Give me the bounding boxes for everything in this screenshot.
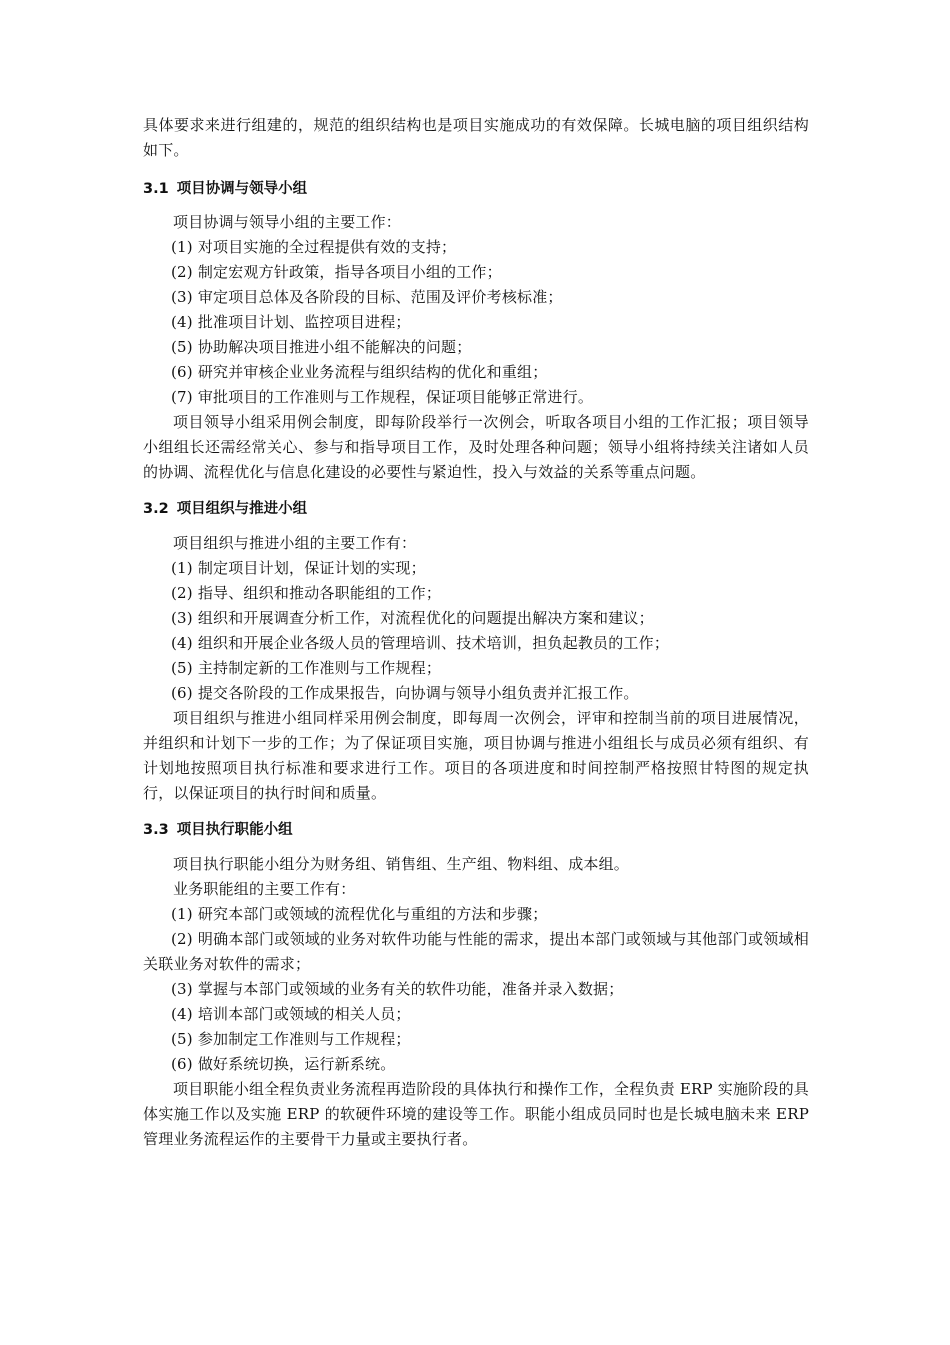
section-heading-3-3	[143, 820, 809, 840]
list-item: (5) 协助解决项目推进小组不能解决的问题；	[171, 338, 472, 356]
list-item: (4) 批准项目计划、监控项目进程；	[171, 313, 411, 331]
list-item: (3) 审定项目总体及各阶段的目标、范围及评价考核标准；	[171, 288, 563, 306]
list-item: (5) 主持制定新的工作准则与工作规程；	[171, 659, 442, 677]
list-item: (6) 提交各阶段的工作成果报告，向协调与领导小组负责并汇报工作。	[171, 684, 639, 702]
section-closing-paragraph: 项目组织与推进小组同样采用例会制度，即每周一次例会，评审和控制当前的项目进展情况，并组织和计划下一步的工作；为了保证项目实施，项目协调与推进小组组长与成员必须有组织、有计划地按照项目执行标准和要求进行工作。项目的各项进度和时间控制严格按照甘特图的规定执行，以保证项目的执行时间和质量。	[143, 709, 809, 802]
section-number: 3.3	[143, 822, 169, 838]
list-item: (6) 做好系统切换，运行新系统。	[171, 1055, 396, 1073]
section-heading-3-1	[143, 179, 809, 199]
list-item: (4) 组织和开展企业各级人员的管理培训、技术培训，担负起教员的工作；	[171, 634, 670, 652]
list-item: (1) 对项目实施的全过程提供有效的支持；	[171, 238, 457, 256]
section-closing-paragraph: 项目领导小组采用例会制度，即每阶段举行一次例会，听取各项目小组的工作汇报；项目领导小组组长还需经常关心、参与和指导项目工作，及时处理各种问题；领导小组将持续关注诸如人员的协调、流程优化与信息化建设的必要性与紧迫性，投入与效益的关系等重点问题。	[143, 413, 809, 481]
section-heading-3-2	[143, 499, 809, 519]
section-number: 3.2	[143, 501, 169, 517]
intro-paragraph: 具体要求来进行组建的，规范的组织结构也是项目实施成功的有效保障。长城电脑的项目组织结构如下。	[143, 116, 809, 159]
section-lead: 项目协调与领导小组的主要工作：	[173, 213, 402, 231]
list-item: (3) 掌握与本部门或领域的业务有关的软件功能，准备并录入数据；	[171, 980, 624, 998]
list-item: (5) 参加制定工作准则与工作规程；	[171, 1030, 411, 1048]
document-page	[143, 113, 809, 1152]
section-title: 项目执行职能小组	[176, 822, 293, 838]
list-item: (2) 明确本部门或领域的业务对软件功能与性能的需求，提出本部门或领域与其他部门或领域相关联业务对软件的需求；	[143, 930, 809, 973]
section-title: 项目协调与领导小组	[176, 181, 308, 197]
section-number: 3.1	[143, 181, 169, 197]
list-item: (7) 审批项目的工作准则与工作规程，保证项目能够正常进行。	[171, 388, 594, 406]
section-lead: 项目组织与推进小组的主要工作有：	[173, 534, 417, 552]
section-lead-secondary: 业务职能组的主要工作有：	[173, 880, 356, 898]
list-item: (2) 指导、组织和推动各职能组的工作；	[171, 584, 442, 602]
list-item: (6) 研究并审核企业业务流程与组织结构的优化和重组；	[171, 363, 548, 381]
section-lead: 项目执行职能小组分为财务组、销售组、生产组、物料组、成本组。	[173, 855, 630, 873]
list-item: (4) 培训本部门或领域的相关人员；	[171, 1005, 411, 1023]
list-item: (1) 研究本部门或领域的流程优化与重组的方法和步骤；	[171, 905, 548, 923]
list-item: (3) 组织和开展调查分析工作，对流程优化的问题提出解决方案和建议；	[171, 609, 654, 627]
section-closing-paragraph: 项目职能小组全程负责业务流程再造阶段的具体执行和操作工作，全程负责 ERP 实施阶段的具体实施工作以及实施 ERP 的软硬件环境的建设等工作。职能小组成员同时也是长城电脑未来 ERP 管理业务流程运作的主要骨干力量或主要执行者。	[143, 1080, 809, 1148]
list-item: (2) 制定宏观方针政策，指导各项目小组的工作；	[171, 263, 502, 281]
list-item: (1) 制定项目计划，保证计划的实现；	[171, 559, 426, 577]
section-title: 项目组织与推进小组	[176, 501, 308, 517]
